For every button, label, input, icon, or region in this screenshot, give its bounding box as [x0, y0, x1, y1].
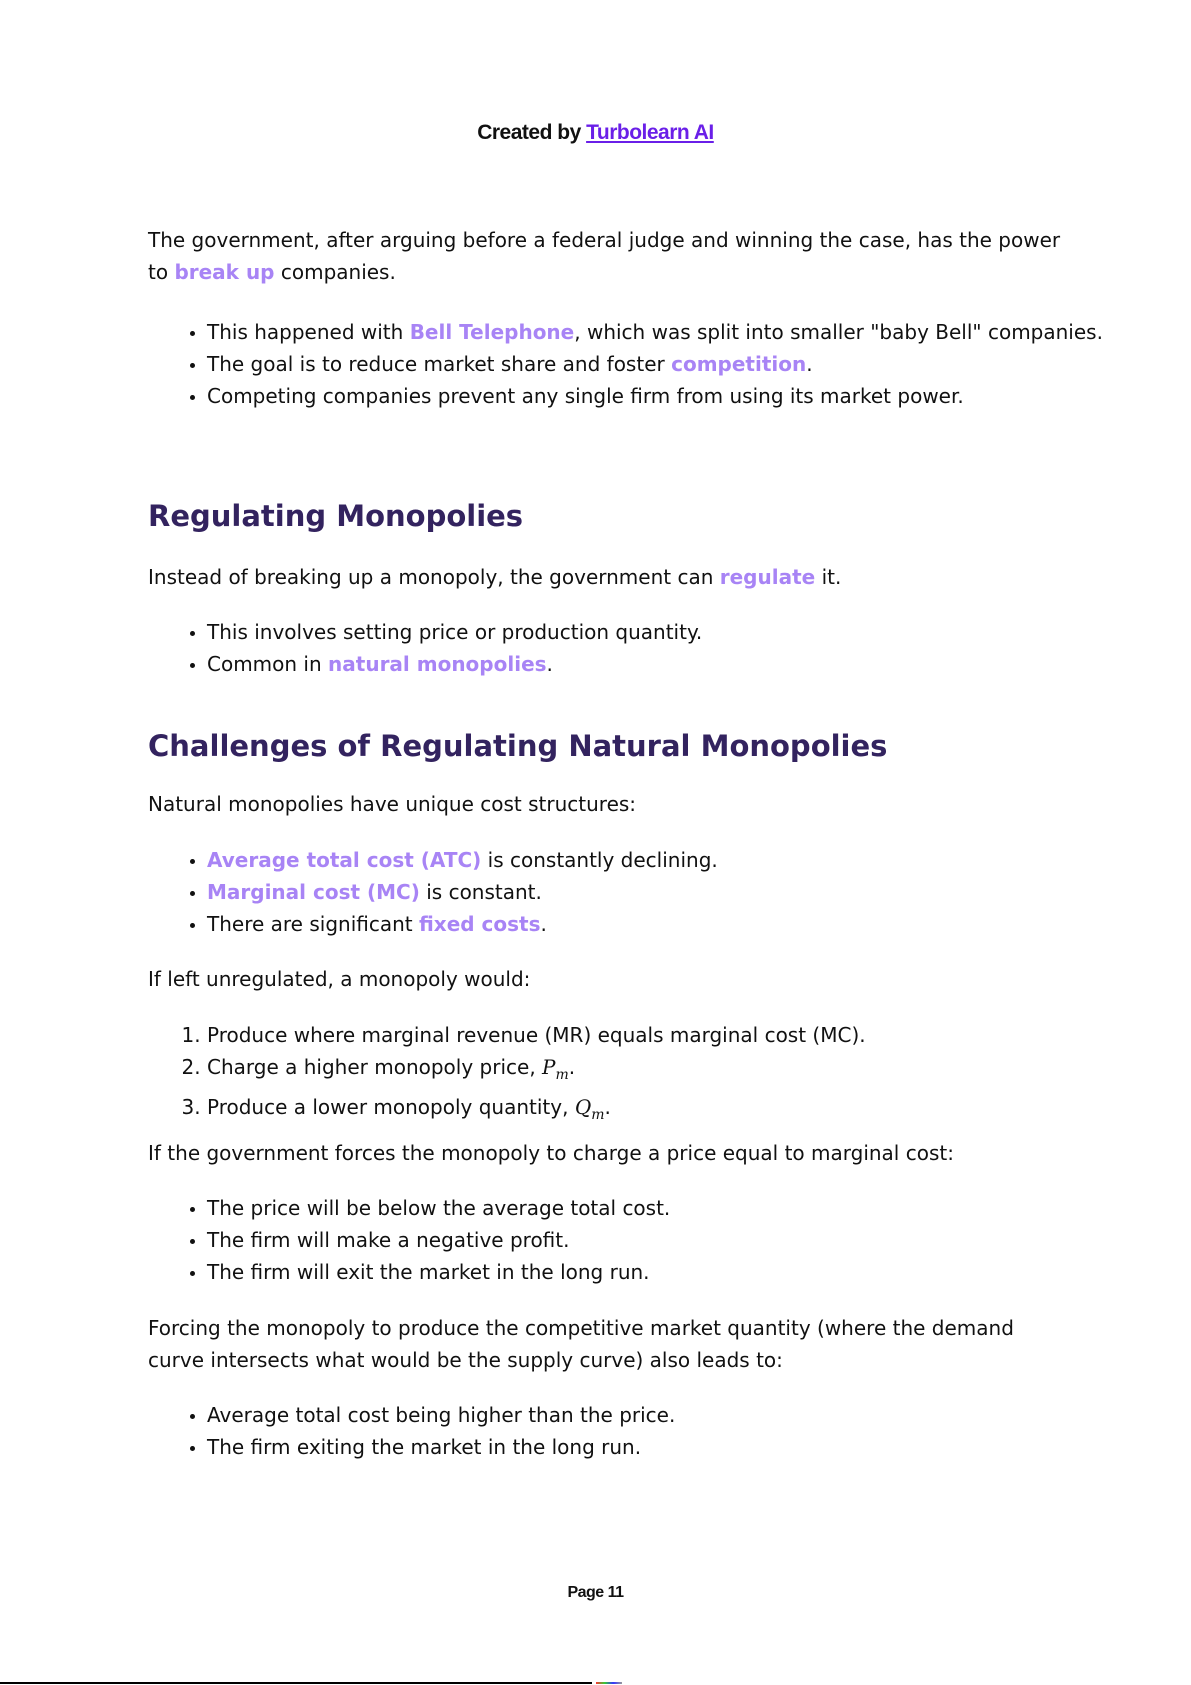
- regulate-paragraph: [148, 561, 1068, 593]
- text: Charge a higher monopoly price,: [207, 1055, 543, 1079]
- page-number: Page 11: [567, 1584, 624, 1601]
- math-var: P: [542, 1055, 556, 1079]
- competitive-quantity-list: [148, 1399, 1127, 1463]
- list-item: [207, 648, 1127, 680]
- text: The goal is to reduce market share and foster: [207, 352, 672, 376]
- text: is constantly declining.: [481, 848, 718, 872]
- list-item: [207, 616, 1127, 648]
- competitive-quantity-paragraph: Forcing the monopoly to produce the competitive market quantity (where the demand curve intersects what would be the supply curve) also leads to:: [148, 1316, 1014, 1372]
- breakup-list: [148, 316, 1127, 412]
- text: Produce where marginal revenue (MR) equals marginal cost (MC).: [207, 1023, 866, 1047]
- cost-structure-paragraph: Natural monopolies have unique cost structures:: [148, 792, 637, 816]
- monopoly-price-math: [542, 1055, 569, 1083]
- text: companies.: [274, 260, 396, 284]
- created-by-header: [0, 121, 1191, 145]
- text: , which was split into smaller "baby Bell" companies.: [574, 320, 1103, 344]
- unregulated-list: [148, 1019, 1127, 1131]
- text: Produce a lower monopoly quantity,: [207, 1095, 575, 1119]
- text: .: [806, 352, 813, 376]
- break-up-term: break up: [174, 260, 275, 284]
- list-item: • The firm will exit the market in the long run.: [207, 1256, 1127, 1288]
- list-item: • The firm will make a negative profit.: [207, 1224, 1127, 1256]
- list-item: [207, 316, 1127, 348]
- list-item: [207, 1091, 1127, 1131]
- price-mc-paragraph: If the government forces the monopoly to charge a price equal to marginal cost:: [148, 1141, 954, 1165]
- atc-term: Average total cost (ATC): [207, 848, 482, 872]
- math-sub: m: [555, 1067, 569, 1083]
- regulate-list: [148, 616, 1127, 680]
- list-item: • The price will be below the average total cost.: [207, 1192, 1127, 1224]
- monopoly-quantity-math: [574, 1095, 605, 1123]
- bottom-divider-accent: [596, 1682, 622, 1684]
- created-by-label: Created by: [477, 121, 587, 144]
- intro-paragraph: [148, 224, 1068, 288]
- unregulated-paragraph: If left unregulated, a monopoly would:: [148, 967, 531, 991]
- text: The government, after arguing before a federal judge and winning the case, has the power to: [148, 228, 1061, 284]
- text: This happened with: [207, 320, 410, 344]
- list-item: • The firm exiting the market in the long run.: [207, 1431, 1127, 1463]
- text: .: [540, 912, 547, 936]
- text: This involves setting price or production quantity.: [207, 620, 703, 644]
- text: Competing companies prevent any single firm from using its market power.: [207, 384, 964, 408]
- heading-regulating-monopolies: Regulating Monopolies: [148, 499, 524, 533]
- bottom-divider: [0, 1682, 592, 1684]
- text: it.: [815, 565, 842, 589]
- turbolearn-link[interactable]: Turbolearn AI: [586, 121, 714, 144]
- math-sub: m: [591, 1107, 605, 1123]
- list-item: [207, 348, 1127, 380]
- text: .: [604, 1095, 611, 1119]
- list-item: [207, 1051, 1127, 1091]
- cost-list: [148, 844, 1127, 940]
- text: is constant.: [419, 880, 542, 904]
- math-var: Q: [574, 1095, 592, 1119]
- competition-term: competition: [671, 352, 807, 376]
- text: .: [568, 1055, 576, 1079]
- regulate-term: regulate: [719, 565, 816, 589]
- heading-challenges: Challenges of Regulating Natural Monopolies: [148, 729, 888, 763]
- text: .: [546, 652, 553, 676]
- bell-telephone-term: Bell Telephone: [409, 320, 575, 344]
- list-item: [207, 844, 1127, 876]
- list-item: [207, 908, 1127, 940]
- text: Instead of breaking up a monopoly, the government can: [148, 565, 720, 589]
- text: There are significant: [207, 912, 419, 936]
- price-mc-list: [148, 1192, 1127, 1288]
- list-item: [207, 876, 1127, 908]
- list-item: • Average total cost being higher than the price.: [207, 1399, 1127, 1431]
- fixed-costs-term: fixed costs: [418, 912, 541, 936]
- text: Common in: [207, 652, 329, 676]
- mc-term: Marginal cost (MC): [207, 880, 420, 904]
- list-item: [207, 380, 1127, 412]
- natural-monopolies-term: natural monopolies: [328, 652, 547, 676]
- list-item: [207, 1019, 1127, 1051]
